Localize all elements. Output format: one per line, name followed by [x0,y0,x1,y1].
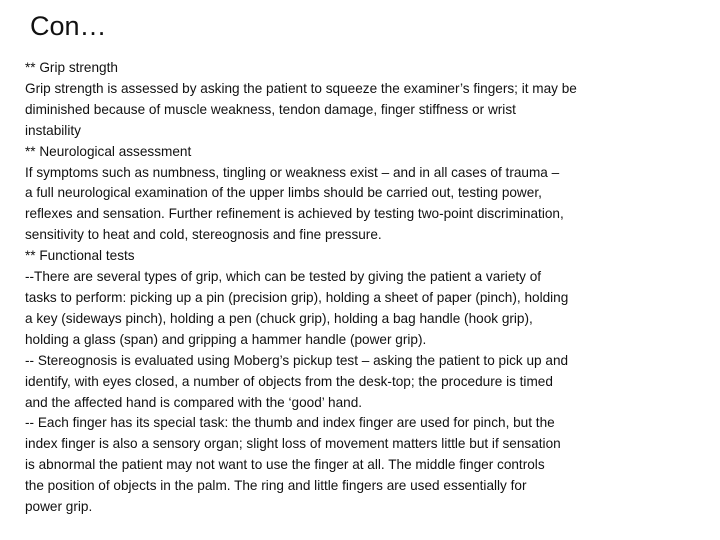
text-line: instability [25,122,81,138]
text-line: a full neurological examination of the upper limbs should be carried out, testing power, [25,185,542,201]
text-line: the position of objects in the palm. The ring and little fingers are used essentially for [25,478,527,494]
text-line: ** Grip strength [25,60,118,75]
text-line: -- Each finger has its special task: the thumb and index finger are used for pinch, but the [25,415,555,431]
text-line: Grip strength is assessed by asking the patient to squeeze the examiner’s fingers; it may be [25,80,577,96]
text-line: ** Functional tests [25,248,135,264]
text-line: --There are several types of grip, which can be tested by giving the patient a variety of [25,269,542,285]
text-line: identify, with eyes closed, a number of objects from the desk-top; the procedure is timed [25,373,553,389]
slide-title: Con… [30,11,107,41]
slide-body-text [25,58,693,518]
text-line: -- Stereognosis is evaluated using Moberg’s pickup test – asking the patient to pick up and [25,352,569,368]
text-line: tasks to perform: picking up a pin (precision grip), holding a sheet of paper (pinch), holding [25,289,569,305]
text-line: If symptoms such as numbness, tingling or weakness exist – and in all cases of trauma – [25,164,560,180]
text-line: sensitivity to heat and cold, stereognosis and fine pressure. [25,227,382,243]
text-line: is abnormal the patient may not want to use the finger at all. The middle finger controls [25,457,545,473]
text-line: power grip. [25,499,93,515]
text-line: holding a glass (span) and gripping a hammer handle (power grip). [25,331,427,347]
text-line: reflexes and sensation. Further refinement is achieved by testing two-point discrimination, [25,206,564,222]
text-line: diminished because of muscle weakness, tendon damage, finger stiffness or wrist [25,101,516,117]
text-line: index finger is also a sensory organ; slight loss of movement matters little but if sensation [25,436,561,452]
text-line: and the affected hand is compared with the ‘good’ hand. [25,394,363,410]
text-line: ** Neurological assessment [25,143,192,159]
text-line: a key (sideways pinch), holding a pen (chuck grip), holding a bag handle (hook grip), [25,310,533,326]
